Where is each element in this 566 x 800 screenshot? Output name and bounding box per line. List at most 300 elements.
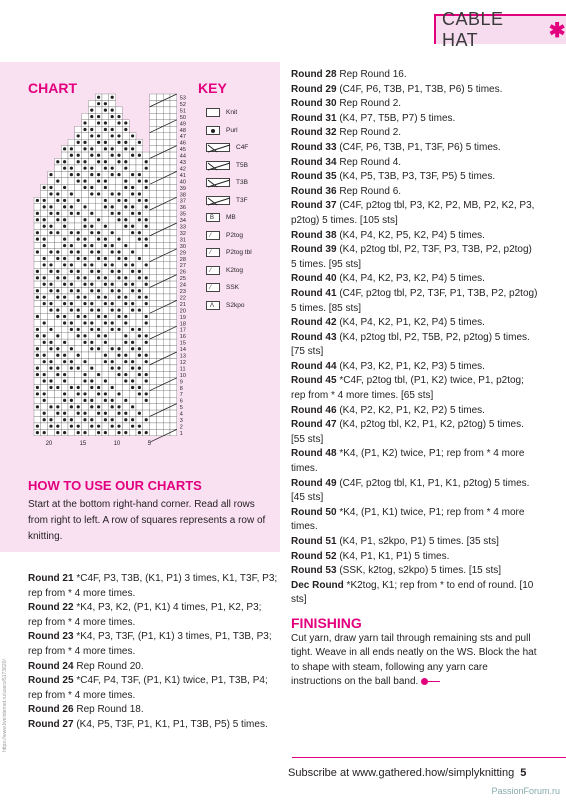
purl-dot [90, 270, 93, 273]
purl-dot [70, 192, 73, 195]
chart-cell [82, 365, 89, 371]
rounds-list [291, 68, 539, 579]
purl-dot [77, 328, 80, 331]
purl-dot [124, 276, 127, 279]
purl-dot [77, 250, 80, 253]
purl-dot [104, 354, 107, 357]
chart-cell [163, 358, 170, 364]
purl-dot [43, 334, 46, 337]
chart-cell [156, 404, 163, 410]
purl-dot [117, 238, 120, 241]
purl-dot [49, 263, 52, 266]
chart-cell [61, 191, 68, 197]
purl-dot [70, 328, 73, 331]
chart-cell [156, 165, 163, 171]
key-item [206, 279, 278, 297]
purl-dot [124, 354, 127, 357]
row-number: 36 [179, 205, 186, 212]
chart-cell [75, 281, 82, 287]
purl-dot [90, 167, 93, 170]
chart-cell [136, 262, 143, 268]
purl-dot [124, 257, 127, 260]
round-text: *K4, P3, K2, (P1, K1) 4 times, P1, K2, P3; rep from * 4 more times. [28, 602, 262, 628]
chart-cell [156, 358, 163, 364]
purl-dot [124, 179, 127, 182]
chart-cell [54, 326, 61, 332]
round-line [291, 68, 539, 83]
round-text: Rep Round 2. [336, 98, 402, 110]
round-text: (K4, P1, K1, P1) 5 times. [336, 550, 450, 562]
chart-cell [88, 358, 95, 364]
round-line [291, 83, 539, 98]
chart-cell [68, 126, 75, 132]
purl-dot [138, 367, 141, 370]
purl-dot [145, 321, 148, 324]
chart-cell [143, 229, 150, 235]
row-number: 33 [179, 224, 186, 231]
purl-dot [56, 218, 59, 221]
chart-cell [156, 262, 163, 268]
chart-cell [61, 139, 68, 145]
chart-cell [163, 126, 170, 132]
chart-key [206, 104, 278, 314]
chart-cell [95, 146, 102, 152]
round-label: Round 48 [291, 448, 337, 460]
chart-cell [88, 313, 95, 319]
chart-cell [75, 371, 82, 377]
chart-cell [82, 210, 89, 216]
chart-cell [163, 152, 170, 158]
row-number: 23 [179, 289, 186, 295]
chart-cell [54, 146, 61, 152]
chart-cell [75, 146, 82, 152]
chart-cell [61, 384, 68, 390]
purl-dot [43, 225, 46, 228]
chart-cell [54, 107, 61, 113]
round-label: Round 24 [28, 660, 74, 672]
chart-cell [150, 191, 157, 197]
chart-cell [116, 94, 123, 100]
chart-cell [143, 288, 150, 294]
chart-cell [48, 333, 55, 339]
chart-cell [75, 358, 82, 364]
chart-cell [88, 294, 95, 300]
chart-cell [150, 100, 157, 106]
chart-cell [129, 217, 136, 223]
round-label: Round 43 [291, 331, 337, 343]
round-line [28, 572, 278, 601]
round-text: Rep Round 16. [336, 69, 407, 80]
purl-dot [131, 308, 134, 311]
chart-cell [102, 229, 109, 235]
chart-cell [170, 288, 177, 294]
chart-cell [102, 133, 109, 139]
chart-cell [143, 210, 150, 216]
row-number: 45 [179, 147, 186, 154]
purl-dot [124, 431, 127, 434]
chart-cell [156, 288, 163, 294]
chart-cell [68, 139, 75, 145]
round-label: Round 50 [291, 506, 337, 518]
key-symbol-icon [206, 143, 230, 152]
column-number: 15 [79, 440, 87, 447]
chart-cell [136, 184, 143, 190]
chart-cell [95, 184, 102, 190]
chart-cell [129, 313, 136, 319]
purl-dot [90, 154, 93, 157]
chart-cell [136, 126, 143, 132]
round-label: Round 49 [291, 477, 337, 489]
chart-cell [54, 139, 61, 145]
chart-cell [170, 346, 177, 352]
chart-cell [156, 371, 163, 377]
purl-dot [63, 392, 66, 395]
purl-dot [117, 431, 120, 434]
key-label: T3B [236, 179, 248, 187]
chart-cell [116, 397, 123, 403]
chart-cell [48, 313, 55, 319]
side-url: https://www.liveinternet.ru/users/5173620/ [2, 659, 8, 752]
chart-cell [163, 184, 170, 190]
purl-dot [97, 121, 100, 124]
purl-dot [111, 418, 114, 421]
chart-cell [156, 210, 163, 216]
round-text: (K4, p2tog tbl, P2, T3F, P3, T3B, P2, p2tog) 5 times. [95 sts] [291, 244, 532, 270]
chart-cell [156, 346, 163, 352]
chart-cell [34, 171, 41, 177]
key-label: T5B [236, 161, 248, 169]
chart-cell [34, 204, 41, 210]
chart-cell [163, 300, 170, 306]
chart-cell [61, 268, 68, 274]
purl-dot [111, 154, 114, 157]
purl-dot [63, 315, 66, 318]
chart-cell [150, 139, 157, 145]
purl-dot [124, 321, 127, 324]
purl-dot [117, 354, 120, 357]
key-symbol-icon [206, 161, 230, 170]
round-line [291, 170, 539, 185]
round-line [291, 272, 539, 287]
round-line [291, 112, 539, 127]
chart-cell [143, 410, 150, 416]
purl-dot [111, 425, 114, 428]
purl-dot [36, 386, 39, 389]
chart-cell [150, 391, 157, 397]
purl-dot [43, 283, 46, 286]
purl-dot [104, 147, 107, 150]
chart-cell [170, 352, 177, 358]
chart-cell [82, 326, 89, 332]
purl-dot [77, 315, 80, 318]
chart-cell [150, 429, 157, 435]
purl-dot [124, 334, 127, 337]
chart-cell [129, 94, 136, 100]
purl-dot [111, 147, 114, 150]
purl-dot [117, 141, 120, 144]
chart-cell [129, 429, 136, 435]
chart-cell [156, 204, 163, 210]
purl-dot [43, 257, 46, 260]
purl-dot [70, 263, 73, 266]
purl-dot [63, 257, 66, 260]
chart-cell [82, 423, 89, 429]
chart-cell [102, 326, 109, 332]
chart-cell [163, 307, 170, 313]
chart-cell [68, 429, 75, 435]
chart-cell [95, 378, 102, 384]
purl-dot [36, 276, 39, 279]
chart-cell [136, 107, 143, 113]
footer [288, 767, 526, 779]
purl-dot [43, 296, 46, 299]
purl-dot [63, 399, 66, 402]
purl-dot [117, 412, 120, 415]
purl-dot [77, 173, 80, 176]
chart-cell [136, 120, 143, 126]
chart-cell [68, 133, 75, 139]
chart-cell [163, 178, 170, 184]
purl-dot [124, 121, 127, 124]
purl-dot [83, 128, 86, 131]
purl-dot [145, 392, 148, 395]
purl-dot [77, 276, 80, 279]
chart-cell [102, 217, 109, 223]
purl-dot [70, 418, 73, 421]
chart-cell [34, 300, 41, 306]
chart-cell [34, 184, 41, 190]
round-label: Round 37 [291, 200, 337, 212]
chart-cell [170, 410, 177, 416]
chart-cell [122, 404, 129, 410]
purl-dot [43, 418, 46, 421]
round-text: (K4, P5, T3F, P1, K1, P1, T3B, P5) 5 times. [73, 718, 268, 730]
purl-dot [83, 418, 86, 421]
chart-cell [163, 346, 170, 352]
chart-cell [109, 184, 116, 190]
chart-cell [150, 410, 157, 416]
chart-cell [129, 242, 136, 248]
purl-dot [111, 212, 114, 215]
chart-cell [54, 184, 61, 190]
row-number: 21 [179, 301, 186, 308]
chart-cell [34, 397, 41, 403]
purl-dot [63, 186, 66, 189]
round-text: (K4, P7, T5B, P7) 5 times. [336, 112, 456, 124]
key-symbol-icon [206, 126, 220, 135]
chart-cell [61, 178, 68, 184]
chart-cell [48, 197, 55, 203]
chart-cell [61, 94, 68, 100]
row-number: 4 [179, 411, 183, 418]
row-number: 18 [179, 321, 186, 328]
purl-dot [70, 147, 73, 150]
chart-cell [156, 223, 163, 229]
purl-dot [63, 225, 66, 228]
chart-cell [41, 404, 48, 410]
chart-cell [102, 404, 109, 410]
row-number: 34 [179, 218, 186, 225]
purl-dot [138, 154, 141, 157]
purl-dot [111, 399, 114, 402]
chart-cell [68, 378, 75, 384]
purl-dot [138, 412, 141, 415]
chart-cell [109, 429, 116, 435]
purl-dot [63, 431, 66, 434]
chart-cell [34, 262, 41, 268]
purl-dot [56, 276, 59, 279]
round-text: (SSK, k2tog, s2kpo) 5 times. [15 sts] [336, 565, 502, 577]
purl-dot [83, 167, 86, 170]
chart-cell [136, 313, 143, 319]
purl-dot [104, 186, 107, 189]
chart-cell [143, 191, 150, 197]
chart-cell [102, 210, 109, 216]
purl-dot [97, 334, 100, 337]
chart-cell [129, 139, 136, 145]
column-number: 10 [113, 440, 121, 447]
chart-cell [95, 210, 102, 216]
purl-dot [77, 231, 80, 234]
chart-cell [41, 384, 48, 390]
chart-cell [116, 320, 123, 326]
purl-dot [90, 147, 93, 150]
chart-cell [95, 339, 102, 345]
purl-dot [63, 199, 66, 202]
chart-cell [170, 339, 177, 345]
finishing-title: FINISHING [291, 614, 362, 631]
chart-cell [34, 165, 41, 171]
purl-dot [90, 379, 93, 382]
chart-cell [88, 333, 95, 339]
purl-dot [36, 218, 39, 221]
chart-cell [170, 307, 177, 313]
chart-cell [129, 100, 136, 106]
chart-cell [150, 404, 157, 410]
chart-cell [150, 378, 157, 384]
round-label: Round 53 [291, 565, 337, 577]
purl-dot [90, 244, 93, 247]
chart-cell [54, 391, 61, 397]
how-to-title: HOW TO USE OUR CHARTS [28, 478, 202, 493]
purl-dot [104, 109, 107, 112]
row-number: 3 [179, 418, 183, 424]
chart-cell [82, 171, 89, 177]
purl-dot [97, 179, 100, 182]
key-label: SSK [226, 284, 240, 292]
purl-dot [63, 418, 66, 421]
chart-cell [150, 94, 157, 100]
chart-cell [88, 120, 95, 126]
chart-cell [41, 107, 48, 113]
row-number: 40 [179, 179, 186, 186]
purl-dot [63, 296, 66, 299]
purl-dot [131, 328, 134, 331]
chart-cell [156, 320, 163, 326]
key-item [206, 157, 278, 175]
chart-cell [150, 326, 157, 332]
chart-cell [68, 339, 75, 345]
key-item [206, 262, 278, 280]
purl-dot [97, 173, 100, 176]
round-text: Rep Round 2. [336, 127, 402, 139]
knitting-chart [26, 92, 192, 457]
chart-cell [95, 320, 102, 326]
round-text: Rep Round 20. [73, 660, 144, 672]
chart-cell [156, 152, 163, 158]
purl-dot [36, 425, 39, 428]
row-number: 15 [179, 340, 186, 347]
chart-cell [136, 320, 143, 326]
chart-cell [48, 146, 55, 152]
chart-cell [102, 371, 109, 377]
chart-cell [116, 262, 123, 268]
purl-dot [111, 360, 114, 363]
chart-cell [163, 242, 170, 248]
dec-round-label: Dec Round [291, 579, 344, 591]
purl-dot [145, 263, 148, 266]
purl-dot [124, 199, 127, 202]
purl-dot [138, 257, 141, 260]
purl-dot [104, 334, 107, 337]
chart-cell [170, 152, 177, 158]
chart-cell [150, 294, 157, 300]
purl-dot [111, 321, 114, 324]
purl-dot [90, 386, 93, 389]
chart-cell [170, 365, 177, 371]
chart-cell [170, 133, 177, 139]
purl-dot [77, 212, 80, 215]
purl-dot [49, 367, 52, 370]
chart-cell [156, 249, 163, 255]
chart-cell [75, 300, 82, 306]
chart-cell [102, 365, 109, 371]
round-line [291, 316, 539, 331]
chart-cell [136, 159, 143, 165]
purl-dot [49, 270, 52, 273]
chart-cell [75, 107, 82, 113]
purl-dot [117, 315, 120, 318]
chart-cell [122, 229, 129, 235]
chart-cell [95, 242, 102, 248]
purl-dot [77, 431, 80, 434]
chart-cell [61, 126, 68, 132]
purl-dot [97, 373, 100, 376]
chart-cell [48, 217, 55, 223]
purl-dot [83, 179, 86, 182]
purl-dot [111, 328, 114, 331]
chart-cell [170, 146, 177, 152]
chart-cell [48, 178, 55, 184]
purl-dot [56, 160, 59, 163]
purl-dot [117, 308, 120, 311]
chart-cell [129, 410, 136, 416]
chart-cell [109, 139, 116, 145]
chart-cell [150, 242, 157, 248]
chart-cell [163, 107, 170, 113]
purl-dot [49, 360, 52, 363]
chart-cell [75, 346, 82, 352]
chart-cell [88, 178, 95, 184]
purl-dot [56, 386, 59, 389]
purl-dot [77, 141, 80, 144]
chart-cell [170, 262, 177, 268]
row-number: 12 [179, 359, 186, 366]
purl-dot [145, 315, 148, 318]
chart-cell [163, 165, 170, 171]
chart-cell [109, 275, 116, 281]
chart-cell [170, 423, 177, 429]
